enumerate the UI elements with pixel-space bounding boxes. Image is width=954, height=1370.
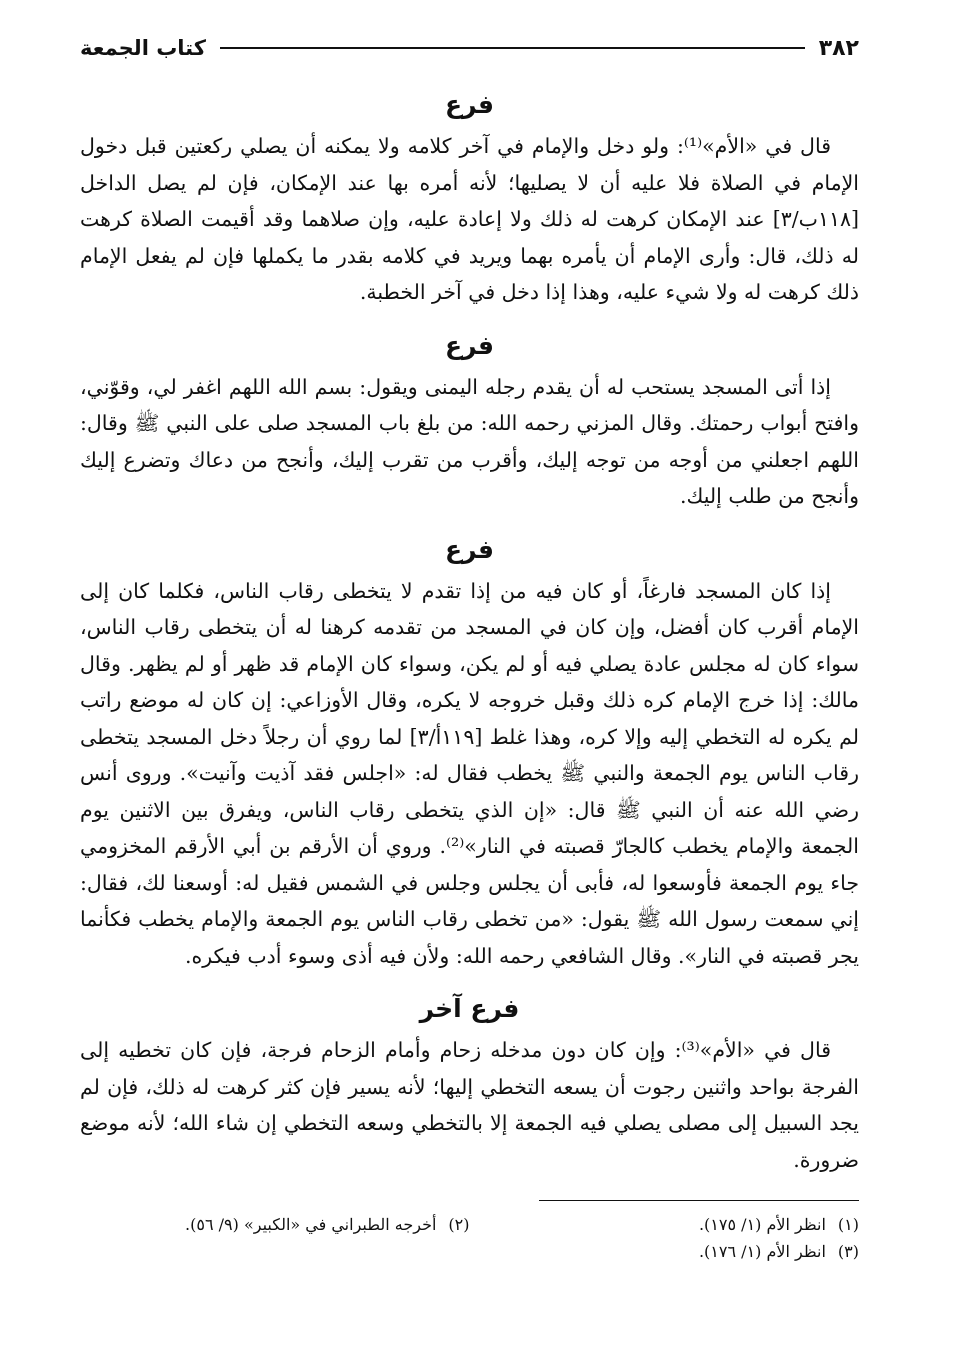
section-heading: فرع آخر (419, 994, 520, 1023)
header-rule (220, 47, 805, 49)
footnote-number: (١) (837, 1215, 859, 1234)
section-heading: فرع (445, 90, 494, 119)
footnote-number: (٣) (837, 1242, 859, 1261)
footnote-row (80, 1238, 859, 1265)
footnote-3 (470, 1238, 860, 1265)
book-page (80, 28, 859, 1370)
section-paragraph: قال في «الأم»⁽³⁾: وإن كان دون مدخله زحام وأمام الزحام فرجة، فإن كان تخطيه إلى الفرجة بواحد واثنين رجوت أن يسعه التخطي إليها؛ لأنه يسير فإن كثر كرهت له ذلك، فإن لم يجد السبيل إلى مصلى يصلي فيه الجمعة إلا بالتخطي وسعه التخطي إن شاء الله؛ لأنه موضع ضرورة. (80, 1038, 859, 1172)
section-heading: فرع (445, 534, 494, 564)
section-heading: فرع (445, 330, 494, 360)
section-1 (80, 88, 859, 311)
footnote-text: انظر الأم (١/ ١٧٦). (698, 1242, 826, 1261)
footnote-row (80, 1211, 859, 1238)
footnote-text: انظر الأم (١/ ١٧٥). (698, 1215, 826, 1234)
footnote-2 (80, 1211, 470, 1238)
section-4 (80, 992, 859, 1178)
running-header (80, 28, 859, 68)
footnotes (80, 1211, 859, 1265)
section-paragraph: إذا كان المسجد فارغاً، أو كان فيه من إذا تقدم لا يتخطى رقاب الناس، فكلما كان إلى الإمام أقرب كان أفضل، وإن كان في المسجد من تقدمه كرهنا له أن يتخطى رقاب الناس، سواء كان له مجلس عادة يصلي فيه أو لم يكن، وسواء كان الإمام قد ظهر أو لم يظهر. وقال مالك: إذا خرج الإمام كره ذلك وقبل خروجه لا يكره، وقال الأوزاعي: إن كان له موضع راتب لم يكره له التخطي إليه وإلا كره، وهذا غلط [١١٩أ/٣] لما روي أن رجلاً دخل المسجد يتخطى رقاب الناس يوم الجمعة والنبي ﷺ يخطب فقال له: «اجلس فقد آذيت وآنيت». وروى أنس رضي الله عنه أن النبي ﷺ قال: «إن الذي يتخطى رقاب الناس، ويفرق بين الاثنين يوم الجمعة والإمام يخطب كالجارّ قصبته في النار»⁽²⁾. وروي أن الأرقم بن أبي الأرقم المخزومي جاء يوم الجمعة فأوسعوا له، فأبى أن يجلس وجلس في الشمس فقيل له: أوسعنا لك، فقال: إني سمعت رسول الله ﷺ يقول: «من تخطى رقاب الناس يوم الجمعة والإمام يخطب فكأنما يجر قصبته في النار». وقال الشافعي رحمه الله: ولأن فيه أذى وسوء أدب فيكره. (80, 578, 859, 968)
section-paragraph: قال في «الأم»⁽¹⁾: ولو دخل والإمام في آخر كلامه ولا يمكنه أن يصلي ركعتين قبل دخول الإمام في الصلاة فلا عليه أن لا يصليها؛ لأنه أمره بها عند الإمكان، فإن لم يصل الداخل [١١٨ب/٣] عند الإمكان كرهت له ذلك ولا إعادة عليه، وإن صلاهما وقد أقيمت الصلاة كرهت له ذلك، قال: وأرى الإمام أن يأمره بهما ويريد في كلامه بقدر ما يكملها فإن لم يفعل الإمام ذلك كرهت له ولا شيء عليه، وهذا إذا دخل في آخر الخطبة. (80, 134, 859, 304)
footnote-text: أخرجه الطبراني في «الكبير» (٩/ ٥٦). (185, 1215, 437, 1234)
running-title: كتاب الجمعة (80, 36, 206, 60)
section-paragraph: إذا أتى المسجد يستحب له أن يقدم رجله اليمنى ويقول: بسم الله اللهم اغفر لي، وقوّني، وافتح أبواب رحمتك. وقال المزني رحمه الله: من بلغ باب المسجد صلى على النبي ﷺ وقال: اللهم اجعلني من أوجه من توجه إليك، وأقرب من تقرب إليك، وأنجح من دعاك وتضرع إليك وأنجح من طلب إليك. (80, 374, 859, 508)
footnote-rule (539, 1200, 859, 1201)
footnote-1 (470, 1211, 860, 1238)
section-2 (80, 329, 859, 515)
section-3 (80, 533, 859, 975)
footnote-number: (٢) (448, 1215, 470, 1234)
page-number: ٣٨٢ (818, 35, 859, 61)
